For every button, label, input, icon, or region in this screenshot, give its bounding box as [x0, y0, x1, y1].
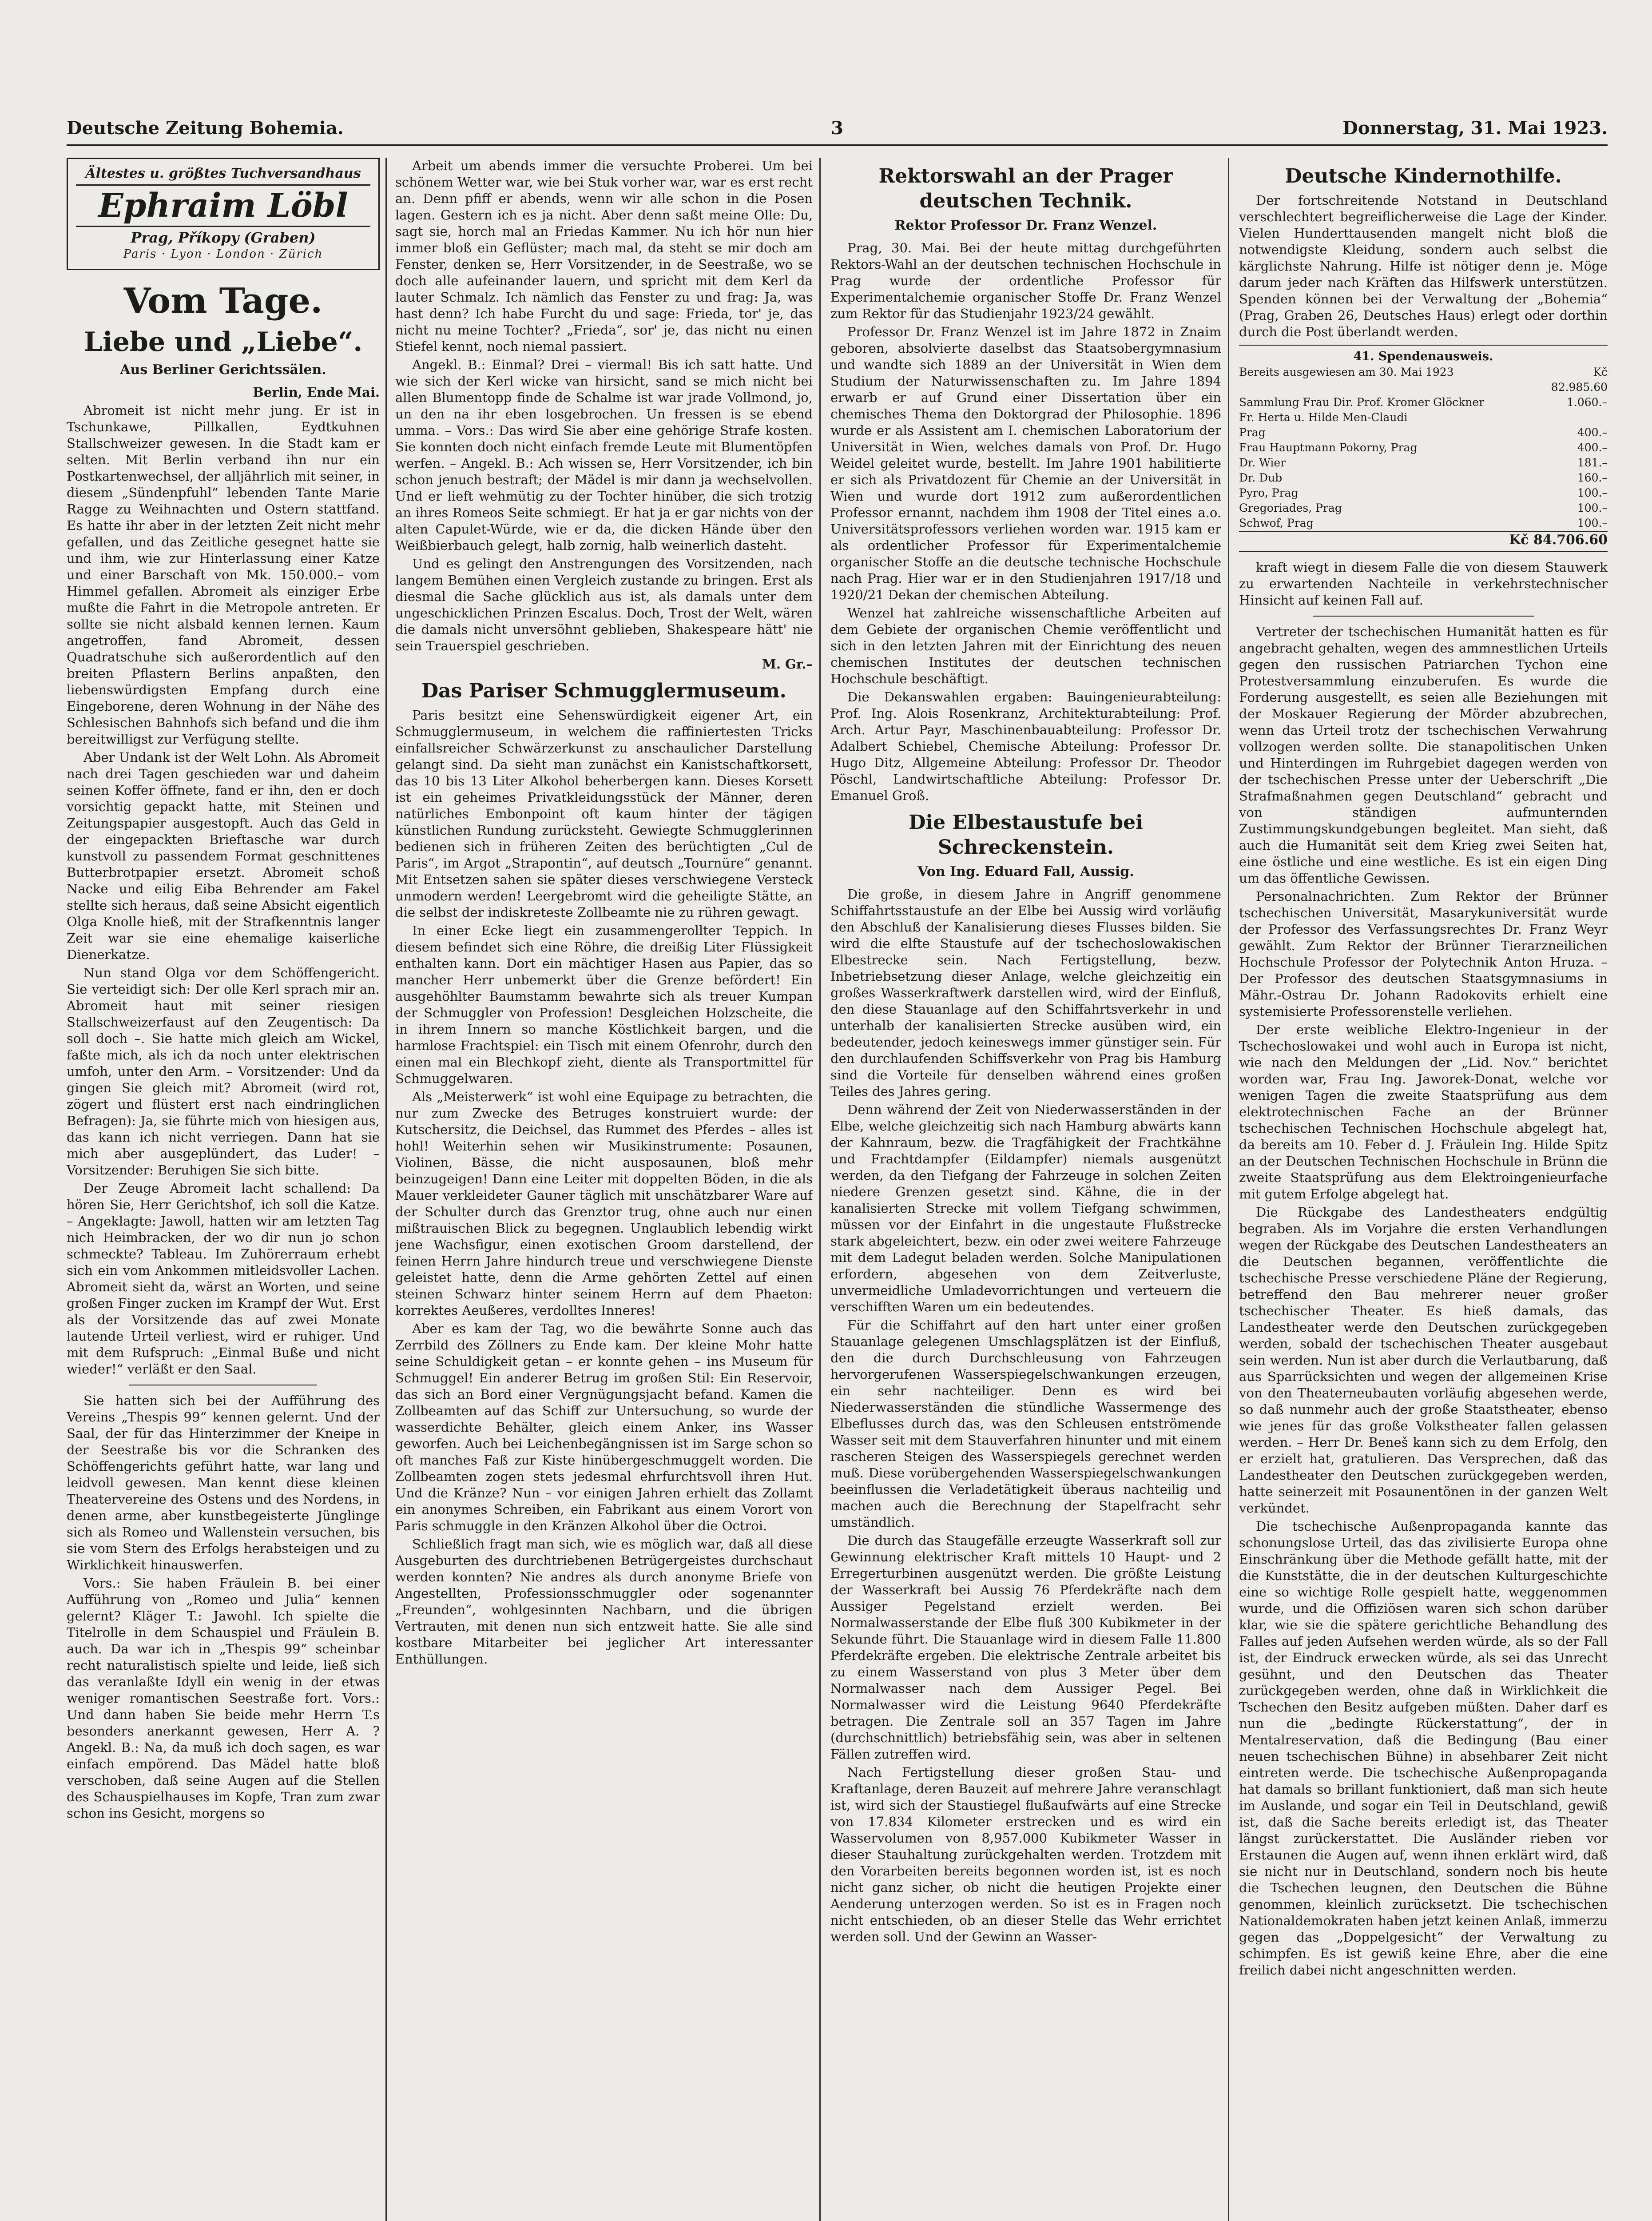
paragraph: Der Zeuge Abromeit lacht schallend: Da hören Sie, Herr Gerichtshof, ich soll die Katze. – Angeklagte: Jawoll, hatten wir am letzten Tag nich Heimbracken, der wo dir nun jo schon schmeckte? Tableau. Im Zuhörerraum erhebt sich ein vom Ankommen mitleidsvoller Lachen. Abromeit sieht da, wärst an Worten, und seine großen Finger zucken im Krampf der Wut. Erst als der Vorsitzende das auf zwei Monate lautende Urteil verliest, wird er ruhiger. Und mit dem Rufspruch: „Einmal Buße und nicht wieder!“ verläßt er den Saal. [67, 1181, 380, 1377]
paragraph: Angekl. B.: Einmal? Drei – viermal! Bis ich satt hatte. Und wie sich der Kerl wicke van hirsicht, sand se mich nicht bei allen Blumentopp finde de Schalme ist war jrade Vollmond, jo, un den na ihr eben losgebrochen. Un fressen is se ebend umma. – Vors.: Das wird Sie aber eine gehörige Strafe kosten. Sie konnten doch nicht einfach fremde Leute mit Blumentöpfen werfen. – Angekl. B.: Ach wissen se, Herr Vorsitzender, ich bin schon jenuch bestraft; der Mädel is mir dann ja wechselvollen. Und er lieft wehmütig zu der Tochter hinüber, die sich trotzig an ihres Romeos Seite schmiegt. Er hat ja er gar nichts von der alten Capulet-Würde, wie er da, die dicken Hände über den Weißbierbauch gelegt, halb zornig, halb weinerlich dasteht. [395, 357, 813, 553]
donation-amount: 1.060.– [1566, 396, 1608, 409]
column-rule [1228, 158, 1229, 2221]
paragraph: Denn während der Zeit von Niederwasserständen in der Elbe, welche gleichzeitig sich nach Hamburg abwärts kann der Kahnraum, bezw. die Tragfähigkeit der Frachtkähne und Frachtdampfer (Eildampfer) niemals ausgenützt werden, da den Tiefgang der Fahrzeuge in solchen Zeiten niedere Grenzen gesetzt sind. Kähne, die in der kanalisierten Strecke mit vollem Tiefgang schwimmen, müssen vor der Einfahrt in die ungestaute Flußstrecke stark abgeleichtert, bezw. ein oder zwei weitere Fahrzeuge mit dem Ladegut beladen werden. Solche Manipulationen erfordern, abgesehen von dem Zeitverluste, unvermeidliche Umladevorrichtungen und verteuern die verschifften Waren um ein bedeutendes. [830, 1102, 1221, 1314]
paragraph: Die Dekanswahlen ergaben: Bauingenieurabteilung: Prof. Ing. Alois Rosenkranz, Architekturabteilung: Prof. Arch. Artur Payr, Maschinenbauabteilung: Professor Dr. Adalbert Schiebel, Chemische Abteilung: Professor Dr. Hugo Ditz, Allgemeine Abteilung: Professor Dr. Theodor Pöschl, Landwirtschaftliche Abteilung: Professor Dr. Emanuel Groß. [830, 689, 1221, 803]
article-headline: Deutsche Kindernothilfe. [1285, 165, 1562, 187]
ad-address: Prag, Příkopy (Graben) [131, 229, 316, 246]
paragraph: Als „Meisterwerk“ ist wohl eine Equipage zu betrachten, die nur zum Zwecke des Betruges konstruiert wurde: der Kutschersitz, die Deichsel, das Rummet des Pferdes – alles ist hohl! Weiterhin sehen wir Musikinstrumente: Posaunen, Violinen, Bässe, die nicht ausposaunen, bloß mehr beinzugeigen! Dann eine Leiter mit doppelten Böden, in die als Mauer verkleideter Gauner täglich mit unschätzbarer Ware auf der Schulter durch das Grenztor trug, ohne auch nur einen mißtrauischen Blick zu begegnen. Unglaublich lebendig wirkt jene Wachsfigur, einen exotischen Groom darstellend, der feinen Herrn Jahre hindurch treue und verschwiegene Dienste geleistet hatte, denn die Arme gehörten Zettel auf einen steinen Schwarz hinter seinem Herrn auf dem Phaeton: korrektes Aeußeres, verdolltes Inneres! [395, 1089, 813, 1318]
paragraph: Die durch das Staugefälle erzeugte Wasserkraft soll zur Gewinnung elektrischer Kraft mittels 10 Haupt- und 2 Erregerturbinen ausgenützt werden. Die größte Leistung der Wasserkraft bei Aussig 76 Pferdekräfte nach dem Aussiger Pegelstand erzielt werden. Bei Normalwasserstande der Elbe fluß 300 Kubikmeter in der Sekunde führt. Die Stauanlage wird in diesem Falle 11.800 Pferdekräfte ergeben. Die elektrische Zentrale arbeitet bis zu einem Wasserstand von plus 3 Meter über dem Normalwasser nach dem Aussiger Pegel. Bei Normalwasser wird die Leistung 9640 Pferdekräfte betragen. Die Zentrale soll an 357 Tagen im Jahre (durchschnittlich) betriebsfähig sein, was aber in seltenen Fällen zutreffen wird. [830, 1533, 1221, 1762]
donation-total: Kč 84.706.60 [1239, 531, 1608, 548]
paragraph: Sie hatten sich bei der Aufführung des Vereins „Thespis 99“ kennen gelernt. Und der Saal, der für das Hinterzimmer der Kneipe in der Seestraße bis vor die Schranken des Schöffengerichts geführt hatte, war lang und leidvoll gewesen. Man kennt diese kleinen Theatervereine des Ostens und des Nordens, in denen arme, aber kunstbegeisterte Jünglinge sich als Romeo und Wallenstein versuchen, bis sie vom Stern des Erfolgs herabsteigen und zu Wirklichkeit hinauswerfen. [67, 1393, 380, 1572]
article-headline: Die Elbestaustufe bei Schreckenstein. [909, 811, 1143, 859]
article-headline: Liebe und „Liebe“. [83, 326, 363, 358]
paragraph: Vertreter der tschechischen Humanität hatten es für angebracht gehalten, wegen des ammnestlichen Urteils gegen den russischen Patriarchen Tychon eine Protestversammlung einzuberufen. Es wurde die Forderung ausgestellt, es seien alle Beziehungen mit der Moskauer Regierung der Mörder abzubrechen, wenn das Urteil trotz der tschechischen Verwahrung vollzogen werden sollte. Die stanapolitischen Unken und Hinterdingen im Ruhrgebiet dagegen werden von der tschechischen Presse unter der Ueberschrift „Die Strafmaßnahmen gegen Deutschland“ gebracht und von ständigen aufmunternden Zustimmungskundgebungen begleitet. Man sieht, daß auch die Humanität seit dem Krieg zwei Seiten hat, eine östliche und eine westliche. Es ist ein eigen Ding um das öffentliche Gewissen. [1239, 624, 1608, 886]
donation-amount: 400.– [1577, 426, 1608, 439]
donation-row [1239, 470, 1608, 486]
issue-date: Donnerstag, 31. Mai 1923. [1342, 118, 1608, 139]
donation-amount: 100.– [1577, 486, 1608, 499]
donation-row [1239, 501, 1608, 516]
donation-row [1239, 395, 1608, 410]
paragraph: Der fortschreitende Notstand in Deutschland verschlechtert begreiflicherweise die Lage der Kinder. Vielen Hunderttausenden mangelt nicht bloß die notwendigste Kleidung, sondern auch selbst die kärglichste Nahrung. Hilfe ist nötiger denn je. Möge darum jeder nach Kräften das Hilfswerk unterstützen. Spenden können bei der Verwaltung der „Bohemia“ (Prag, Graben 26, Deutsches Haus) erlegt oder dorthin durch die Post überlandt werden. [1239, 193, 1608, 339]
author-signature: M. Gr.– [762, 657, 813, 672]
paragraph: In einer Ecke liegt ein zusammengerollter Teppich. In diesem befindet sich eine Röhre, die dreißig Liter Flüssigkeit enthalten kann. Dort ein mächtiger Hasen aus Papier, das so mancher Herr unbemerkt über die Grenze befördert! Ein ausgehöhlter Baumstamm bewahrte sich als treuer Kumpan der Schmuggler von Profession! Desgleichen Holzscheite, die in ihrem Innern so manche Köstlichkeit bargen, und die harmlose Frachtspiel: ein Tisch mit einem Ofenrohr, durch den einen mal ein Blechkopf zieht, diente als Transportmittel für Schmuggelwaren. [395, 923, 813, 1086]
article-byline: Von Ing. Eduard Fall, Aussig. [917, 864, 1134, 880]
column-2 [395, 158, 813, 2221]
article-headline: Rektorswahl an der Prager deutschen Technik. [878, 165, 1173, 212]
column-rule [819, 158, 821, 2221]
paragraph: Paris besitzt eine Sehenswürdigkeit eigener Art, ein Schmugglermuseum, in welchem die raffiniertesten Tricks einfallsreicher Schwärzerkunst zu anschaulicher Darstellung gelangt sind. Da sieht man zunächst ein Kanistschaftkorsett, das 10 bis 13 Liter Alkohol beherbergen kann. Dieses Korsett ist ein geheimes Privatkleidungsstück der Männer, deren natürliches Embonpoint oft kaum hinter der tägigen künstlichen Rundung zurücksteht. Gewiegte Schmugglerinnen bedienen sich in früheren Zeiten des berüchtigten „Cul de Paris“, im Argot „Strapontin“, auf deutsch „Tournüre“ genannt. Mit Entsetzen sahen sie später dieses verschwiegene Versteck unmodern werden! Leergebromt wird die geheiligte Stätte, an die selbst der indiskreteste Zollbeamte nie zu rühren gewagt. [395, 708, 813, 920]
donor-name: Sammlung Frau Dir. Prof. Kromer Glöckner [1239, 396, 1485, 409]
paragraph: Nach Fertigstellung dieser großen Stau- und Kraftanlage, deren Bauzeit auf mehrere Jahre veranschlagt ist, wird sich der Staustiegel flußaufwärts auf eine Strecke von 17.834 Kilometer erstrecken und es wird ein Wasservolumen von 8,957.000 Kubikmeter Wasser in dieser Stauhaltung zurückgehalten werden. Trotzdem mit den Vorarbeiten bereits begonnen worden ist, ist es noch nicht ganz sicher, ob nicht die heutigen Projekte einer Aenderung unterzogen werden. So ist es in Fragen noch nicht entschieden, ob an dieser Stelle das Wehr errichtet werden soll. Und der Gewinn an Wasser- [830, 1765, 1221, 1944]
paragraph: kraft wiegt in diesem Falle die von diesem Stauwerk zu erwartenden Nachteile in verkehrstechnischer Hinsicht auf keinen Fall auf. [1239, 560, 1608, 608]
donation-amount: 181.– [1577, 456, 1608, 469]
paragraph: Und es gelingt den Anstrengungen des Vorsitzenden, nach langem Bemühen einen Vergleich zustande zu bringen. Erst als diesmal die Sache glücklich aus ist, als damals unter dem ungeschicklichen Prinzen Escalus. Doch, Trost der Welt, wären die damals nicht unversöhnt geblieben, Shakespeare hätt' nie sein Trauerspiel geschrieben. [395, 556, 813, 653]
donor-name: Frau Hauptmann Pokorny, Prag [1239, 441, 1418, 454]
paragraph: Aber es kam der Tag, wo die bewährte Sonne auch das Zerrbild des Zöllners zu Ende kam. Der kleine Mohr hatte seine Schuldigkeit getan – er konnte gehen – ins Museum für Schmuggel! Ein anderer Betrug im großen Stil: Ein Reservoir, das sich an Bord einer Vergnügungsjacht befand. Kamen die Zollbeamten auf das Schiff zur Untersuchung, so wurde der wasserdichte Behälter, gleich einem Anker, ins Wasser geworfen. Auch bei Leichenbegängnissen ist im Sarge schon so oft manches Faß zur Kiste hinübergeschmuggelt worden. Die Zollbeamten zogen stets jedesmal ehrfurchtsvoll ihren Hut. Und die Kränze? Nun – vor einigen Jahren erhielt das Zollamt ein anonymes Schreiben, ein Fabrikant aus einem Vorort von Paris schmuggle in den Kränzen Alkohol über die Octroi. [395, 1321, 813, 1533]
paragraph: Prag, 30. Mai. Bei der heute mittag durchgeführten Rektors-Wahl an der deutschen technischen Hochschule in Prag wurde der ordentliche Professor für Experimentalchemie organischer Stoffe Dr. Franz Wenzel zum Rektor für das Studienjahr 1923/24 gewählt. [830, 240, 1221, 321]
donation-row [1239, 516, 1608, 531]
donor-name: Fr. Herta u. Hilde Men-Claudi [1239, 411, 1408, 424]
donation-amount: Kč 82.985.60 [1551, 366, 1608, 394]
donation-row [1239, 410, 1608, 425]
divider [1313, 616, 1534, 617]
donation-row [1239, 440, 1608, 455]
ad-branches: Paris · Lyon · London · Zürich [123, 247, 323, 261]
article-kicker: Aus Berliner Gerichtssälen. [120, 362, 326, 378]
paragraph: Nun stand Olga vor dem Schöffengericht. Sie verteidigt sich: Der olle Kerl sprach mir an. Abromeit haut mit seiner riesigen Stallschweizerfaust auf den Zeugentisch: Da soll doch –. Sie hatte mich gleich am Wickel, faßte mich, als ich da noch unter elektrischen umfoh, unter den Arm. – Vorsitzender: Und da gingen Sie gleich mit? Abromeit (wird rot, zögert und flüstert erst nach eindringlichen Befragen): Ja, sie führte mich von hiesigen aus, das kann ich nicht verriegen. Dann hat sie mich aber ausgeplündert, das Luder! – Vorsitzender: Beruhigen Sie sich bitte. [67, 965, 380, 1178]
article-headline: Das Pariser Schmugglermuseum. [421, 680, 787, 702]
donation-list [1239, 345, 1608, 552]
donor-name: Dr. Wier [1239, 456, 1286, 469]
column-3 [830, 158, 1221, 2221]
donor-name: Schwof, Prag [1239, 517, 1314, 529]
donor-name: Prag [1239, 426, 1266, 439]
donation-row [1239, 486, 1608, 501]
section-title: Vom Tage. [123, 281, 323, 321]
paragraph: Die tschechische Außenpropaganda kannte das schonungslose Urteil, das das zivilisierte Europa ohne Einschränkung über die Methode gefällt hatte, mit der die Kunststätte, die in der deutschen Kulturgeschichte eine so wichtige Rolle gespielt hatte, weggenommen wurde, und die Offiziösen waren sich schon darüber klar, wie sie die spätere gerichtliche Behandlung des Falles auf jeden Aufsehen werden würde, als so der Fall ist, der Eindruck erwecken würde, als sei das Unrecht gesühnt, und den Deutschen das Theater zurückgegeben werden, ohne daß in Wirklichkeit die Tschechen den Besitz aufgeben müßten. Daher darf es nun die „bedingte Rückerstattung“, der in Mentalreservation, daß die Bedingung (Bau einer neuen tschechischen Bühne) in absehbarer Zeit nicht eintreten werde. Die tschechische Außenpropaganda hat damals so brillant funktioniert, daß man sich heute im Auslande, und sogar ein Teil in Deutschland, gewiß ist, daß die Sache bereits erledigt ist, das Theater längst zurückerstattet. Die Ausländer rieben vor Erstaunen die Augen auf, wenn ihnen erklärt wird, daß sie nicht nur in Deutschland, sondern noch bis heute die Tschechen leugnen, den Deutschen die Bühne genommen, kleinlich zurücksetzt. Die tschechischen Nationaldemokraten haben jetzt keinen Anlaß, immerzu gegen das „Doppelgesicht“ der Verwaltung zu schimpfen. Es ist gewiß keine Ehre, aber die eine freilich dabei nicht angeschnitten werden. [1239, 1519, 1608, 1978]
donation-amount: 100.– [1577, 517, 1608, 529]
paragraph: Die Rückgabe des Landestheaters endgültig begraben. Als im Vorjahre die ersten Verhandlungen wegen der Rückgabe des Deutschen Landestheaters an die Deutschen begannen, veröffentlichte die tschechische Presse verschiedene Pläne der Regierung, betreffend den Bau mehrerer neuer großer tschechischer Theater. Es hieß damals, das Landestheater werde den Deutschen zurückgegeben werden, sobald der tschechischen Theater ausgebaut sein werden. Nun ist aber durch die Verlautbarung, daß aus Sparrücksichten und wegen der allgemeinen Krise von den Theaterneubauten vorläufig abgesehen werde, so daß nunmehr auch der große Staatstheater, ebenso wie jenes für das große Volkstheater fallen gelassen werden. – Herr Dr. Beneš kann sich zu dem Erfolg, den er erzielt hat, gratulieren. Das Versprechen, daß das Landestheater den Deutschen zurückgegeben werden, hatte seinerzeit mit Posaunentönen in der ganzen Welt verkündet. [1239, 1205, 1608, 1516]
paragraph: Abromeit ist nicht mehr jung. Er ist in Tschunkawe, Pillkallen, Eydtkuhnen Stallschweizer gewesen. In die Stadt kam er selten. Mit Berlin verband ihn nur ein Postkartenwechsel, der alljährlich mit seiner, in diesem „Sündenpfuhl“ lebenden Tante Marie Ragge zu Weihnachten und Ostern stattfand. Es hatte ihr aber in der letzten Zeit nicht mehr gefallen, und das Zeitliche gesegnet hatte sie und ihm, wie zur Hinterlassung einer Katze und einer Barschaft von Mk. 150.000.– vom Himmel gefallen. Abromeit als einziger Erbe mußte die Fahrt in die Metropole antreten. Er sollte sie nicht alsbald kennen lernen. Kaum angetroffen, fand Abromeit, dessen Quadratschuhe sich außerordentlich auf den breiten Pflastern Berlins anpaßten, den liebenswürdigsten Empfang durch eine Eingeborene, deren Wohnung in der Nähe des Schlesischen Bahnhofs sich befand und die ihm bereitwilligst zur Verfügung stellte. [67, 403, 380, 747]
ad-company-name: Ephraim Löbl [76, 184, 370, 227]
paragraph: Für die Schiffahrt auf den hart unter einer großen Stauanlage gelegenen Umschlagsplätzen ist der Einfluß, den die durch Durchschleusung von Fahrzeugen hervorgerufenen Wasserspiegelschwankungen erzeugen, ein sehr nachteiliger. Denn es wird bei Niederwasserständen die stündliche Wassermenge des Elbeflusses durch das, was den Schleusen entströmende Wasser seit mit dem Stauverfahren hinunter und mit einem rascheren Steigen des Wasserspiegels gerechnet werden muß. Diese vorübergehenden Wasserspiegelschwankungen beeinflussen die Verladetätigkeit überaus nachteilig und machen auch die Berechnung der Stapelfracht sehr umständlich. [830, 1317, 1221, 1530]
page-number: 3 [831, 118, 843, 139]
column-4 [1239, 158, 1608, 2221]
paragraph: Vors.: Sie haben Fräulein B. bei einer Aufführung von „Romeo und Julia“ kennen gelernt? Kläger T.: Jawohl. Ich spielte die Titelrolle in dem Schauspiel und Fräulein B. auch. Da war ich in „Thespis 99“ scheinbar recht naturalistisch spielte und leide, ließ sich das veranlaßte Idyll ein wenig in der etwas weniger romantischen Seestraße fort. Vors.: Und dann haben Sie beide mehr Herrn T.s besonders anerkannt gewesen, Herr A. ? Angekl. B.: Na, da muß ich doch sagen, es war einfach empörend. Das Mädel hatte bloß verschoben, daß seine Augen auf die Stellen des Schauspielhauses im Kopfe, Tran zum zwar schon ins Gesicht, morgens so [67, 1576, 380, 1821]
donor-name: Pyro, Prag [1239, 486, 1299, 499]
donor-name: Dr. Dub [1239, 471, 1283, 484]
dateline: Berlin, Ende Mai. [253, 385, 380, 400]
advertisement [67, 158, 380, 270]
paragraph: Aber Undank ist der Welt Lohn. Als Abromeit nach drei Tagen geschieden war und daheim seinen Koffer öffnete, fand er ihn, den er doch vorsichtig gepackt hatte, mit Steinen und Zeitungspapier ausgestopft. Auch das Geld in der eingepackten Brieftasche war durch kunstvoll zu passendem Format geschnittenes Butterbrotpapier ersetzt. Abromeit schoß Nacke und eilig Eiba Behrender am Fakel stellte sich heraus, daß seine Absicht eigentlich Olga Knolle hieß, mit der Strafkenntnis langer Zeit war sie eine ehemalige kaiserliche Dienerkatze. [67, 750, 380, 962]
newspaper-name: Deutsche Zeitung Bohemia. [67, 118, 344, 139]
paragraph: Arbeit um abends immer die versuchte Proberei. Um bei schönem Wetter war, wie bei Stuk vorher war, war es erst recht an. Denn pfiff er abends, wenn wir alle schon in die Posen lagen. Gestern ich es ja nicht. Aber denn saßt meine Olle: Du, sagt sie, horch mal an Friedas Kammer. Nu ich hör nun hier immer bloß ein Geflüster; mach mal, da steht se mir doch am Fenster, denken se, Herr Vorsitzender, in de Seestraße, wo se doch alle aufeinander lauern, und spricht mit dem Kerl da lauter Schmalz. Ich nämlich das Fenster zu und frag: Ja, was hast denn? Ich habe Furcht du und sage: Frieda, tor' je, das nicht nu meine Tochter? „Frieda“, sor' je, das nicht nu einen Stiefel kennt, noch niemal passiert. [395, 158, 813, 354]
paragraph: Wenzel hat zahlreiche wissenschaftliche Arbeiten auf dem Gebiete der organischen Chemie veröffentlicht und sich in den letzten Jahren mit der Einrichtung des neuen chemischen Institutes der deutschen technischen Hochschule beschäftigt. [830, 605, 1221, 686]
donation-list-title: 41. Spendenausweis. [1353, 350, 1493, 363]
paragraph: Personalnachrichten. Zum Rektor der Brünner tschechischen Universität, Masarykuniversität wurde der Professor des Verfassungsrechtes Dr. Franz Weyr gewählt. Zum Rektor der Brünner Tierarzneilichen Hochschule Professor der Polytechnik Anton Hruza. – Der Professor des deutschen Staatsgymnasiums in Mähr.-Ostrau Dr. Johann Radokovits erhielt eine systemisierte Professorenstelle verliehen. [1239, 889, 1608, 1019]
paragraph: Professor Dr. Franz Wenzel ist im Jahre 1872 in Znaim geboren, absolvierte daselbst das Staatsobergymnasium und wandte sich 1889 an der Universität in Wien dem Studium der Naturwissenschaften zu. Im Jahre 1894 erwarb er auf Grund einer Dissertation über ein chemisches Thema den Doktorgrad der Philosophie. 1896 wurde er als Assistent am I. chemischen Laboratorium der Universität in Wien, welches damals von Prof. Dr. Hugo Weidel geleitet wurde, bestellt. Im Jahre 1901 habilitierte er sich als Privatdozent für Chemie an der Universität in Wien und wurde dort 1912 zum außerordentlichen Professor ernannt, nachdem ihm 1908 der Titel eines a.o. Universitätsprofessors verliehen worden war. 1915 kam er als ordentlicher Professor für Experimentalchemie organischer Stoffe an die deutsche technische Hochschule nach Prag. Hier war er in den Studienjahren 1917/18 und 1920/21 Dekan der chemischen Abteilung. [830, 324, 1221, 602]
paragraph: Der erste weibliche Elektro-Ingenieur in der Tschechoslowakei und wohl auch in Europa ist nicht, wie nach den Meldungen der „Lid. Nov.“ berichtet worden war, Frau Ing. Jaworek-Donat, welche vor wenigen Tagen die zweite Staatsprüfung aus dem elektrotechnischen Fache an der Brünner tschechischen Technischen Hochschule abgelegt hat, da bereits am 10. Feber d. J. Fräulein Ing. Hilde Spitz an der Deutschen Technischen Hochschule in Brünn die zweite Staatsprüfung aus dem Elektroingenieurfache mit gutem Erfolge abgelegt hat. [1239, 1022, 1608, 1202]
donation-amount [1541, 410, 1608, 425]
donation-amount: 400.– [1577, 441, 1608, 454]
donation-row [1239, 455, 1608, 470]
donation-amount: 100.– [1577, 502, 1608, 514]
column-rule [385, 158, 387, 2221]
paragraph: Die große, in diesem Jahre in Angriff genommene Schiffahrtsstaustufe an der Elbe bei Aussig wird vorläufig den Abschluß der Kanalisierung dieses Flusses bilden. Sie wird die elfte Staustufe auf der tschechoslowakischen Elbestrecke sein. Nach Fertigstellung, bezw. Inbetriebsetzung dieser Anlage, welche gleichzeitig ein großes Wasserkraftwerk darstellen wird, wird der Einfluß, den diese Stauanlage auf den Schiffahrtsverkehr in und unterhalb der kanalisierten Strecke ausüben wird, ein bedeutender, jedoch keineswegs immer günstiger sein. Für den durchlaufenden Schiffsverkehr von Prag bis Hamburg sind die Vorteile für denselben während eines großen Teiles des Jahres gering. [830, 887, 1221, 1099]
paragraph: Schließlich fragt man sich, wie es möglich war, daß all diese Ausgeburten des durchtriebenen Betrügergeistes durchschaut werden konnten? Nie andres als durch anonyme Briefe von Angestellten, Professionsschmuggler oder sogenannter „Freunden“, wohlgesinnten Nachbarn, und die übrigen Vertrauten, mit denen nun sich entzweit hatte. Sie alle sind kostbare Mitarbeiter bei jeglicher Art interessanter Enthüllungen. [395, 1536, 813, 1667]
ad-tagline: Ältestes u. größtes Tuchversandhaus [85, 166, 361, 181]
donor-name: Gregoriades, Prag [1239, 502, 1342, 514]
column-1 [67, 158, 380, 2221]
donation-row [1239, 425, 1608, 440]
donor-name: Bereits ausgewiesen am 30. Mai 1923 [1239, 366, 1454, 378]
article-subhead: Rektor Professor Dr. Franz Wenzel. [894, 218, 1157, 233]
donation-amount: 160.– [1577, 471, 1608, 484]
donation-row [1239, 365, 1608, 395]
page-header [67, 118, 1608, 146]
